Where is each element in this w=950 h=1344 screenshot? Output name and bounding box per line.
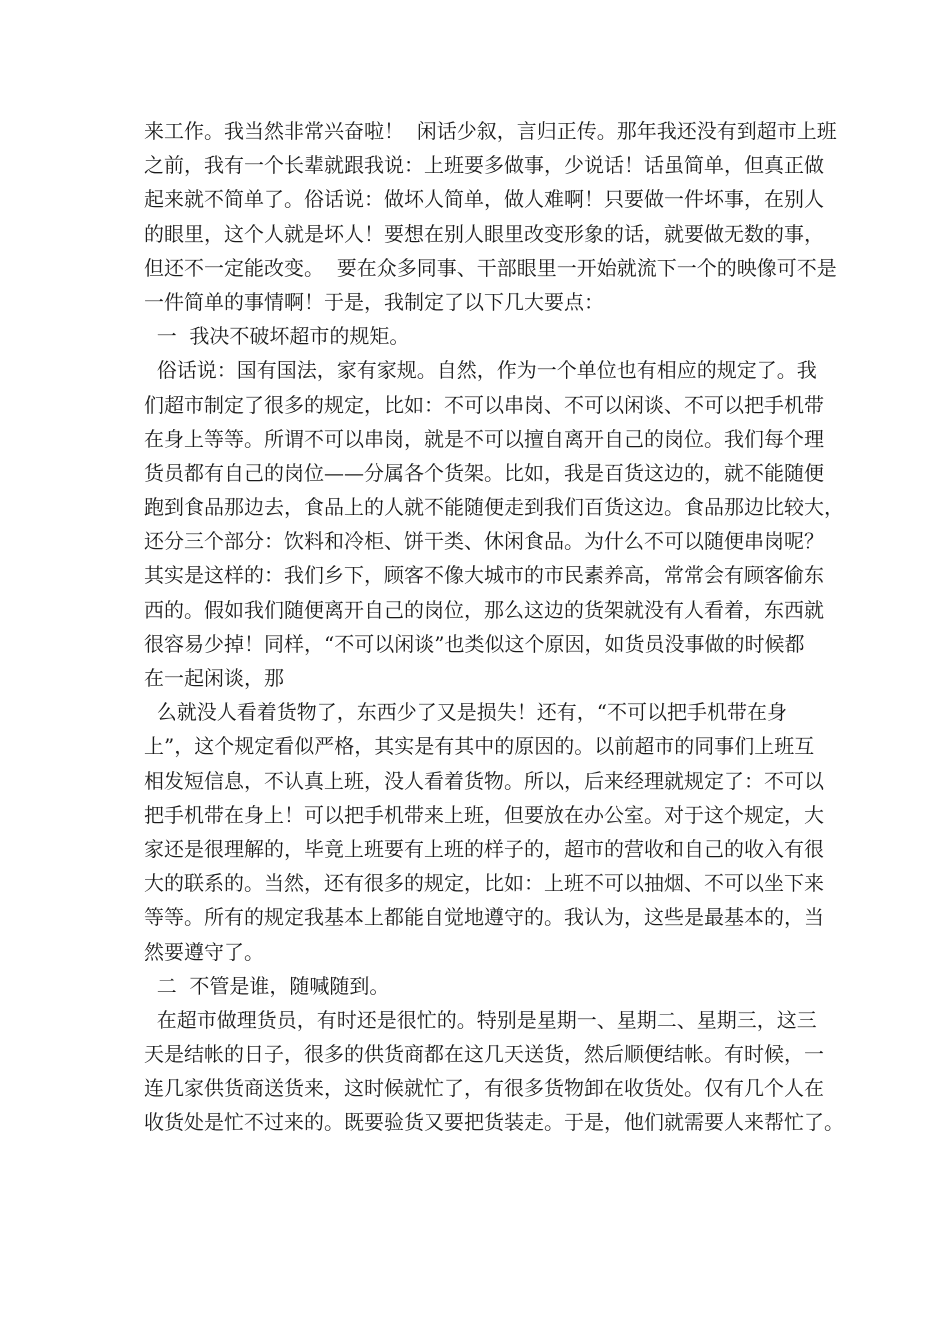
text-line: 来工作。我当然非常兴奋啦！ 闲话少叙，言归正传。那年我还没有到超市上班 bbox=[144, 119, 837, 143]
text-line: 很容易少掉！同样，“不可以闲谈”也类似这个原因，如货员没事做的时候都 bbox=[144, 631, 805, 656]
text-line: 一件简单的事情啊！于是，我制定了以下几大要点： bbox=[144, 289, 604, 314]
text-line: 之前，我有一个长辈就跟我说：上班要多做事，少说话！话虽简单，但真正做 bbox=[144, 153, 824, 178]
text-line: 货员都有自己的岗位——分属各个货架。比如，我是百货这边的，就不能随便 bbox=[144, 460, 824, 485]
text-line: 天是结帐的日子，很多的供货商都在这几天送货，然后顺便结帐。有时候，一 bbox=[144, 1042, 824, 1067]
text-line: 但还不一定能改变。 要在众多同事、干部眼里一开始就流下一个的映像可不是 bbox=[144, 255, 837, 280]
text-line: 其实是这样的：我们乡下，顾客不像大城市的市民素养高，常常会有顾客偷东 bbox=[144, 563, 824, 588]
text-line: 们超市制定了很多的规定，比如：不可以串岗、不可以闲谈、不可以把手机带 bbox=[144, 392, 824, 417]
text-line: 收货处是忙不过来的。既要验货又要把货装走。于是，他们就需要人来帮忙了。 bbox=[144, 1110, 844, 1135]
text-line: 连几家供货商送货来，这时候就忙了，有很多货物卸在收货处。仅有几个人在 bbox=[144, 1076, 824, 1101]
text-line: 么就没人看着货物了，东西少了又是损失！还有，“不可以把手机带在身 bbox=[144, 700, 787, 725]
text-line: 相发短信息，不认真上班，没人看着货物。所以，后来经理就规定了：不可以 bbox=[144, 768, 824, 793]
text-line: 上”，这个规定看似严格，其实是有其中的原因的。以前超市的同事们上班互 bbox=[144, 734, 815, 759]
section-heading: 二 不管是谁，随喊随到。 bbox=[144, 973, 390, 998]
text-line: 还分三个部分：饮料和冷柜、饼干类、休闲食品。为什么不可以随便串岗呢？ bbox=[144, 529, 824, 554]
text-line: 跑到食品那边去，食品上的人就不能随便走到我们百货这边。食品那边比较大， bbox=[144, 495, 844, 520]
text-line: 等等。所有的规定我基本上都能自觉地遵守的。我认为，这些是最基本的，当 bbox=[144, 905, 824, 930]
text-line: 西的。假如我们随便离开自己的岗位，那么这边的货架就没有人看着，东西就 bbox=[144, 597, 824, 622]
text-line: 家还是很理解的，毕竟上班要有上班的样子的，超市的营收和自己的收入有很 bbox=[144, 836, 824, 861]
text-line: 的眼里，这个人就是坏人！要想在别人眼里改变形象的话，就要做无数的事， bbox=[144, 221, 824, 246]
section-heading: 一 我决不破坏超市的规矩。 bbox=[144, 324, 410, 349]
text-line: 把手机带在身上！可以把手机带来上班，但要放在办公室。对于这个规定，大 bbox=[144, 802, 824, 827]
text-line: 起来就不简单了。俗话说：做坏人简单，做人难啊！只要做一件坏事，在别人 bbox=[144, 187, 824, 212]
document-page bbox=[144, 114, 844, 1140]
text-line: 俗话说：国有国法，家有家规。自然，作为一个单位也有相应的规定了。我 bbox=[144, 358, 817, 383]
text-line: 大的联系的。当然，还有很多的规定，比如：上班不可以抽烟、不可以坐下来 bbox=[144, 871, 824, 896]
text-line: 在一起闲谈，那 bbox=[144, 666, 284, 690]
text-line: 然要遵守了。 bbox=[144, 939, 264, 964]
text-line: 在身上等等。所谓不可以串岗，就是不可以擅自离开自己的岗位。我们每个理 bbox=[144, 426, 824, 451]
text-line: 在超市做理货员，有时还是很忙的。特别是星期一、星期二、星期三，这三 bbox=[144, 1007, 817, 1032]
